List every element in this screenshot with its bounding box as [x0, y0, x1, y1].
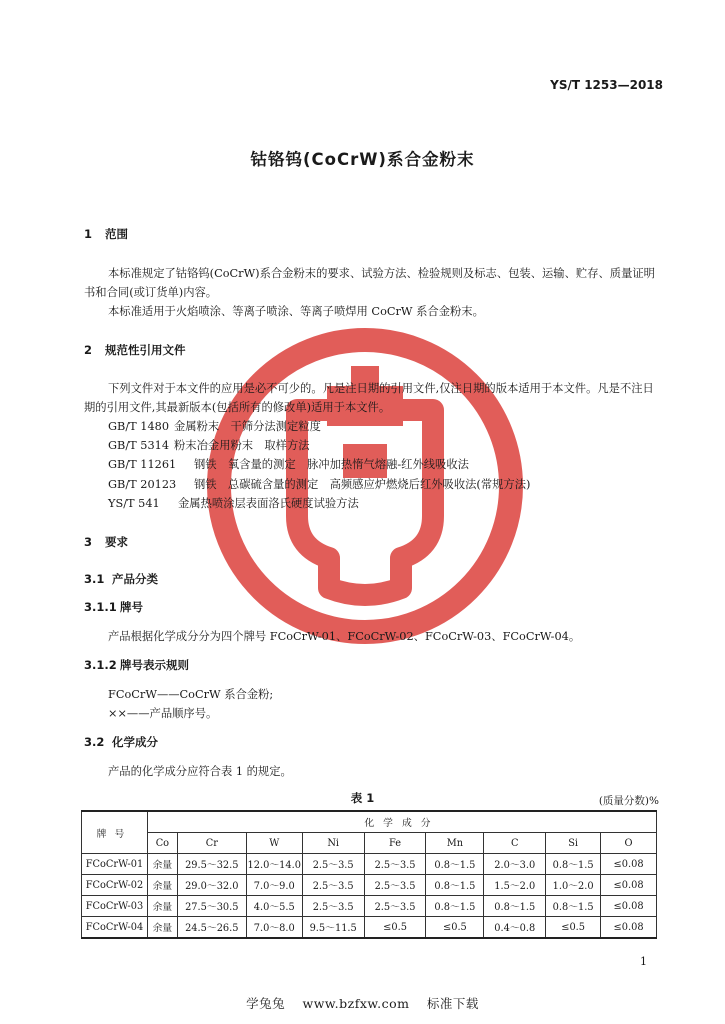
element-column-header: Mn [426, 833, 484, 854]
value-cell: 2.5～3.5 [364, 896, 426, 917]
grade-column-header: 牌号 [82, 811, 148, 854]
section-number: 1 [84, 227, 93, 241]
reference-item [108, 495, 359, 511]
value-cell: ≤0.08 [601, 896, 657, 917]
section-title: 牌号 [120, 600, 143, 614]
value-cell: ≤0.5 [546, 917, 601, 939]
section-title: 产品分类 [112, 572, 158, 586]
section-title: 要求 [105, 535, 128, 549]
section-number: 3 [84, 535, 93, 549]
value-cell: 4.0～5.5 [246, 896, 302, 917]
value-cell: 7.0～8.0 [246, 917, 302, 939]
page-number: 1 [640, 955, 647, 968]
composition-header: 化学成分 [147, 811, 656, 833]
grade-rule-line-2: ××——产品顺序号。 [108, 707, 218, 720]
element-column-header: Si [546, 833, 601, 854]
value-cell: 0.8～1.5 [426, 896, 484, 917]
value-cell: 2.5～3.5 [302, 896, 364, 917]
value-cell: ≤0.08 [601, 854, 657, 875]
value-cell: 2.0～3.0 [484, 854, 546, 875]
document-title: 钴铬钨(CoCrW)系合金粉末 [250, 150, 475, 169]
table-caption: 表 1 [350, 791, 375, 805]
section-3-2-heading [84, 734, 158, 750]
reference-name: 粉末冶金用粉末 取样方法 [174, 439, 310, 452]
table-row [82, 917, 657, 939]
table-row [82, 896, 657, 917]
table-row [82, 875, 657, 896]
value-cell: ≤0.08 [601, 917, 657, 939]
section-number: 3.1.2 [84, 658, 117, 672]
section-3-1-2-heading [84, 657, 189, 673]
reference-item [108, 476, 530, 492]
value-cell: 2.5～3.5 [364, 854, 426, 875]
element-column-header: Cr [177, 833, 246, 854]
element-column-header: Fe [364, 833, 426, 854]
table-unit: (质量分数)% [598, 795, 659, 807]
references-intro: 下列文件对于本文件的应用是必不可少的。凡是注日期的引用文件,仅注日期的版本适用于本文件。凡是不注日期的引用文件,其最新版本(包括所有的修改单)适用于本文件。 [84, 382, 654, 414]
value-cell: 27.5～30.5 [177, 896, 246, 917]
reference-item [108, 437, 310, 453]
standard-code: YS/T 1253—2018 [550, 78, 663, 92]
reference-item [108, 456, 469, 472]
scope-paragraph-1: 本标准规定了钴铬钨(CoCrW)系合金粉末的要求、试验方法、检验规则及标志、包装、运输、贮存、质量证明书和合同(或订货单)内容。 [84, 267, 655, 299]
section-3-heading [84, 534, 128, 550]
reference-code: GB/T 20123 [108, 478, 177, 491]
value-cell: 7.0～9.0 [246, 875, 302, 896]
section-title: 化学成分 [112, 735, 158, 749]
grade-cell: FCoCrW-02 [82, 875, 148, 896]
reference-name: 金属粉末 干筛分法测定粒度 [174, 420, 321, 433]
grade-cell: FCoCrW-01 [82, 854, 148, 875]
value-cell: 2.5～3.5 [302, 875, 364, 896]
footer-watermark-text: 学兔兔 www.bzfxw.com 标准下载 [246, 996, 479, 1011]
section-title: 牌号表示规则 [120, 658, 189, 672]
composition-paragraph: 产品的化学成分应符合表 1 的规定。 [108, 765, 292, 778]
reference-name: 钢铁 总碳硫含量的测定 高频感应炉燃烧后红外吸收法(常规方法) [194, 478, 531, 491]
value-cell: 29.0～32.0 [177, 875, 246, 896]
section-number: 3.2 [84, 735, 105, 749]
reference-name: 钢铁 氧含量的测定 脉冲加热惰气熔融-红外线吸收法 [194, 458, 469, 471]
reference-item [108, 418, 321, 434]
table-row [82, 854, 657, 875]
element-column-header: W [246, 833, 302, 854]
reference-name: 金属热喷涂层表面洛氏硬度试验方法 [178, 497, 359, 510]
chemical-composition-table [81, 810, 657, 939]
value-cell: 余量 [147, 875, 177, 896]
value-cell: 余量 [147, 896, 177, 917]
grade-cell: FCoCrW-03 [82, 896, 148, 917]
section-2-heading [84, 342, 186, 358]
value-cell: 29.5～32.5 [177, 854, 246, 875]
section-number: 2 [84, 343, 93, 357]
value-cell: 2.5～3.5 [302, 854, 364, 875]
section-number: 3.1.1 [84, 600, 117, 614]
value-cell: 2.5～3.5 [364, 875, 426, 896]
value-cell: 9.5～11.5 [302, 917, 364, 939]
value-cell: 12.0～14.0 [246, 854, 302, 875]
value-cell: 0.8～1.5 [426, 875, 484, 896]
value-cell: 1.0～2.0 [546, 875, 601, 896]
reference-code: GB/T 5314 [108, 439, 170, 452]
value-cell: 余量 [147, 917, 177, 939]
section-title: 规范性引用文件 [105, 343, 186, 357]
value-cell: 0.8～1.5 [546, 896, 601, 917]
value-cell: ≤0.5 [426, 917, 484, 939]
value-cell: ≤0.5 [364, 917, 426, 939]
value-cell: 1.5～2.0 [484, 875, 546, 896]
section-3-1-1-heading [84, 599, 143, 615]
value-cell: ≤0.08 [601, 875, 657, 896]
element-column-header: O [601, 833, 657, 854]
element-column-header: Ni [302, 833, 364, 854]
element-column-header: C [484, 833, 546, 854]
value-cell: 0.4～0.8 [484, 917, 546, 939]
value-cell: 余量 [147, 854, 177, 875]
grade-rule-line-1: FCoCrW——CoCrW 系合金粉; [108, 688, 274, 701]
section-title: 范围 [105, 227, 128, 241]
section-1-heading [84, 226, 128, 242]
element-column-header: Co [147, 833, 177, 854]
value-cell: 0.8～1.5 [426, 854, 484, 875]
grades-paragraph: 产品根据化学成分分为四个牌号 FCoCrW-01、FCoCrW-02、FCoCrW-03、FCoCrW-04。 [108, 630, 581, 643]
section-number: 3.1 [84, 572, 105, 586]
value-cell: 24.5～26.5 [177, 917, 246, 939]
scope-paragraph-2: 本标准适用于火焰喷涂、等离子喷涂、等离子喷焊用 CoCrW 系合金粉末。 [108, 305, 484, 318]
reference-code: YS/T 541 [108, 497, 160, 510]
value-cell: 0.8～1.5 [546, 854, 601, 875]
value-cell: 0.8～1.5 [484, 896, 546, 917]
grade-cell: FCoCrW-04 [82, 917, 148, 939]
reference-code: GB/T 11261 [108, 458, 177, 471]
section-3-1-heading [84, 571, 158, 587]
reference-code: GB/T 1480 [108, 420, 170, 433]
